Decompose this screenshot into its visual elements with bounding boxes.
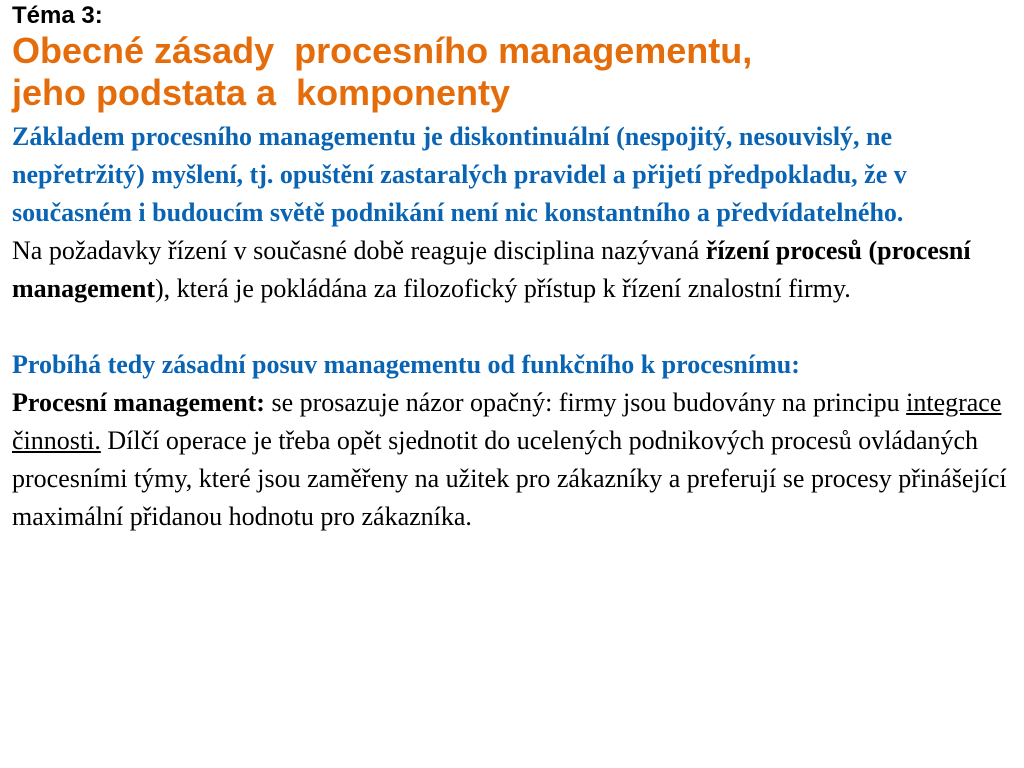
paragraph2-underlined: integrace činnosti. [12,388,1002,455]
paragraph2-text-start: se prosazuje názor opačný: firmy jsou budovány na principu [264,388,907,417]
paragraph1-text-start: Na požadavky řízení v současné době reaguje disciplina nazývaná [12,236,706,265]
paragraph1-text-end: ), která je pokládána za filozofický přístup k řízení znalostní firmy. [154,274,851,303]
intro-paragraph: Základem procesního managementu je diskontinuální (nespojitý, nesouvislý, ne nepřetržitý) myšlení, tj. opuštění zastaralých pravidel a přijetí předpokladu, že v současném i budoucím světě podnikání není nic konstantního a předvídatelného. [12,122,907,227]
title-line-1: Obecné zásady procesního managementu, [12,30,753,71]
title-line-2: jeho podstata a komponenty [12,72,511,113]
paragraph-process-management [12,232,1018,308]
paragraph-definition [12,384,1018,536]
paragraph1-bold-term: řízení procesů (procesní management [12,236,971,303]
paragraph2-label: Procesní management: [12,388,265,417]
paragraph2-text-end: Dílčí operace je třeba opět sjednotit do ucelených podnikových procesů ovládaných procesními týmy, které jsou zaměřeny na užitek pro zákazníky a preferují se procesy přinášející maximální přidanou hodnotu pro zákazníka. [12,426,1007,531]
shift-heading: Probíhá tedy zásadní posuv managementu od funkčního k procesnímu: [12,350,800,379]
slide-title [12,30,1018,114]
topic-label: Téma 3: [12,2,103,29]
slide [12,0,1018,536]
